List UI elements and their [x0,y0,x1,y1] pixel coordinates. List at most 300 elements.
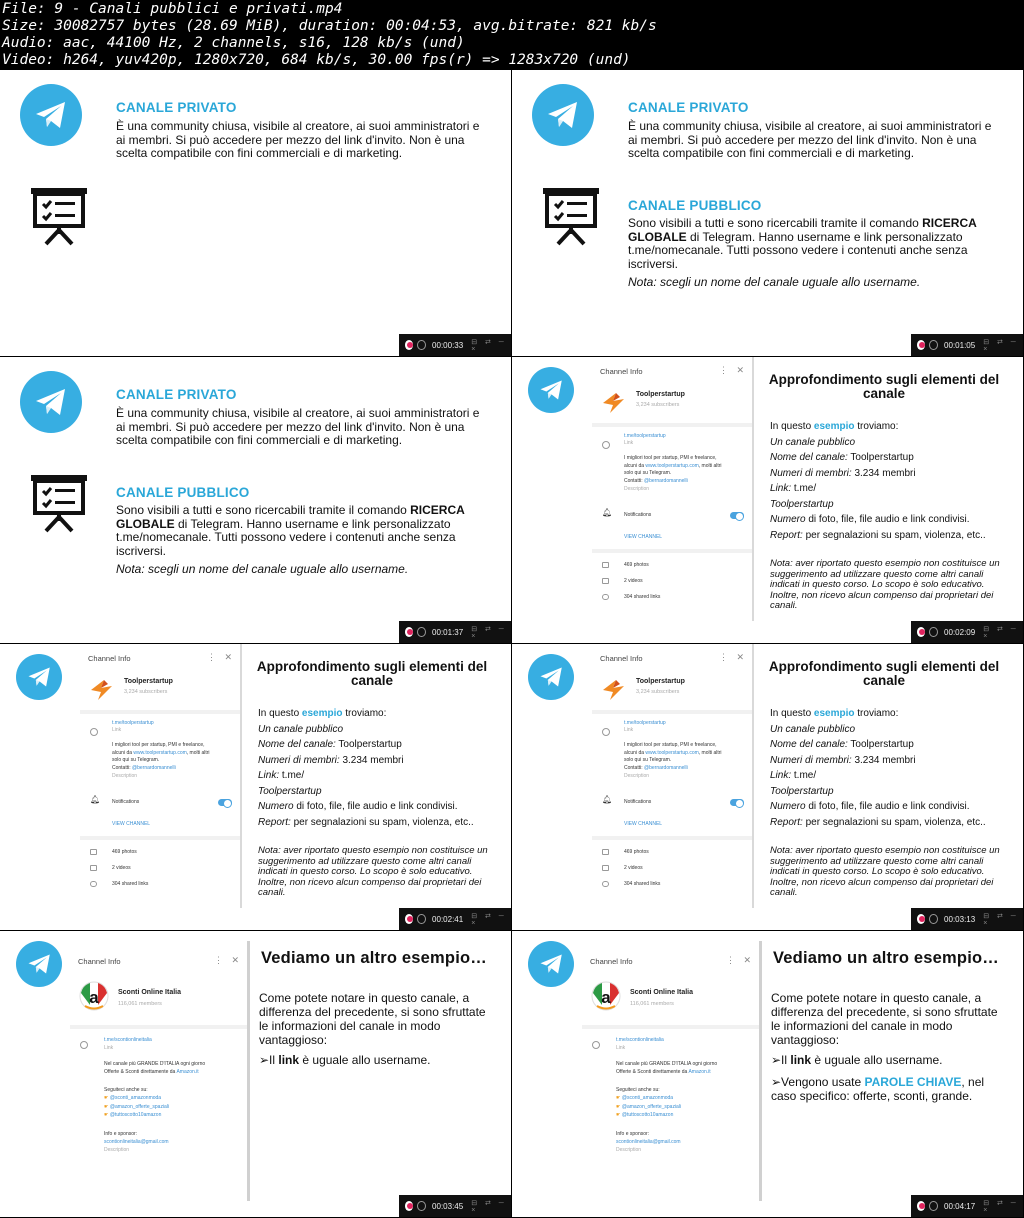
example-highlight: esempio [813,708,855,719]
pause-icon[interactable] [929,914,938,924]
related-channel-name: @tuttoscotto10amazon [621,1112,674,1118]
recorder-controls-icon[interactable]: ⊟ ⇄ ─ × [983,338,1019,353]
shared-links-count: 304 shared links [624,594,661,600]
channel-description-line [624,750,722,758]
photos-count: 469 photos [112,849,137,855]
recorder-bar[interactable] [399,334,511,356]
detail-value: di foto, file, file audio e link condivisi. [293,801,458,812]
channel-info-title: Channel Info [600,367,643,376]
detail-value: Toolperstartup [847,739,914,750]
detail-label: Numero [770,514,806,525]
more-icon[interactable]: ⋮ [719,652,728,662]
detail-label: Nome del canale: [770,452,848,463]
channel-avatar [78,981,110,1015]
divider [70,1025,247,1029]
detail-label: Numero [258,801,294,812]
video-icon [602,578,609,584]
detail-line [770,737,1008,753]
bell-icon: 🔔︎ [602,508,613,517]
text-part: In questo [770,708,814,719]
more-icon[interactable]: ⋮ [214,955,223,965]
record-icon[interactable] [917,914,925,924]
channel-description-line [624,765,688,773]
detail-line: Toolperstartup [770,785,834,797]
thumbnail-grid [0,70,1024,1218]
channel-members: 116,061 members [118,1001,162,1007]
bell-icon: 🔔︎ [90,795,101,804]
channel-description-line [616,1069,711,1077]
private-channel-text: È una community chiusa, visibile al creatore, ai suoi amministratori e ai membri. Si può accedere per mezzo del link d'invito. Non è una scelta compatibile con fini commerciali e di marketing. [628,119,992,160]
desc-amazon-link: Amazon.it [688,1069,711,1075]
notifications-toggle[interactable] [730,512,744,519]
telegram-icon [532,84,594,146]
desc-part: , molti altri [698,462,722,469]
detail-note: Nota: aver riportato questo esempio non costituisce un suggerimento ad utilizzare questo come altri canali indicati in questo corso. Lo scopo è solo educativo. Inoltre, non ricevo alcun compenso dai proprietari dei canali. [770,558,1000,611]
close-icon[interactable]: ✕ [736,652,744,662]
detail-label: Link: [770,483,792,494]
video-frame-4 [512,357,1023,643]
detail-value: di foto, file, file audio e link condivisi. [805,801,970,812]
text-part: ➢Il [771,1053,791,1067]
hand-pointing-icon: ☛ [616,1112,622,1118]
channel-link: t.me/scontionlineitalia [104,1037,152,1043]
telegram-icon [528,654,574,700]
example-text: Come potete notare in questo canale, a differenza del precedente, si sono sfruttate le informazioni del canale in modo vantaggioso: [259,991,486,1047]
channel-avatar [590,981,622,1015]
channel-description-line: Nel canale più GRANDE D'ITALIA ogni giorno [616,1061,718,1067]
view-channel-button: VIEW CHANNEL [112,821,151,827]
desc-contact-link: @bernardomannelli [644,764,688,771]
close-icon[interactable]: ✕ [224,652,232,662]
text-part: troviamo: [342,708,387,719]
photo-icon [90,849,97,855]
detail-line: Toolperstartup [258,785,322,797]
shared-links-count: 304 shared links [624,881,661,887]
info-icon [592,1041,600,1049]
detail-line [770,512,1008,528]
desc-part: alcuni da [112,749,134,756]
more-icon[interactable]: ⋮ [719,365,728,375]
recorder-bar[interactable] [911,1195,1023,1217]
video-icon [90,865,97,871]
channel-name: Toolperstartup [124,678,173,685]
more-icon[interactable]: ⋮ [726,955,735,965]
channel-name: Sconti Online Italia [118,989,182,996]
detail-value: t.me/ [279,770,305,781]
recorder-bar[interactable] [911,334,1023,356]
public-channel-note: Nota: scegli un nome del canale uguale allo username. [116,562,409,576]
detail-title: Approfondimento sugli elementi del canale [768,372,1000,401]
record-icon[interactable] [917,340,925,350]
pause-icon[interactable] [929,627,938,637]
hand-pointing-icon: ☛ [104,1112,110,1118]
detail-label: Nome del canale: [770,739,848,750]
desc-part: alcuni da [624,462,646,469]
recorder-controls-icon[interactable]: ⊟ ⇄ ─ × [983,1199,1019,1214]
channel-description-line: solo qui su Telegram. [112,757,160,763]
keywords-highlight: PAROLE CHIAVE [864,1075,962,1089]
header-line: Size: 30082757 bytes (28.69 MiB), duration: 00:04:53, avg.bitrate: 821 kb/s [2,18,657,34]
divider [592,423,752,427]
view-channel-button: VIEW CHANNEL [624,821,663,827]
example-highlight: esempio [301,708,343,719]
videos-count: 2 videos [624,578,643,584]
recorder-controls-icon[interactable]: ⊟ ⇄ ─ × [471,338,507,353]
telegram-icon [528,367,574,413]
channel-avatar [88,676,116,704]
header-line: Video: h264, yuv420p, 1280x720, 684 kb/s, 30.00 fps(r) => 1283x720 (und) [2,52,631,68]
channel-link: t.me/toolperstartup [112,720,154,726]
detail-label: Link: [258,770,280,781]
detail-line [258,753,496,769]
detail-title: Approfondimento sugli elementi del canale [256,659,488,688]
text-part: ➢Il [259,1053,279,1067]
notifications-toggle[interactable] [218,799,232,806]
channel-link-label: Link [624,440,634,446]
notifications-toggle[interactable] [730,799,744,806]
detail-value: per segnalazioni su spam, violenza, etc.. [290,816,474,828]
detail-line [770,753,1008,769]
video-frame-2 [512,70,1023,356]
related-channel-link[interactable] [104,1104,169,1112]
desc-part: Contatti: [624,764,645,771]
header-line: File: 9 - Canali pubblici e privati.mp4 [2,1,343,17]
detail-label: Numeri di membri: [770,754,852,766]
link-icon [602,881,609,887]
detail-line [770,466,1008,482]
close-icon[interactable]: ✕ [743,955,751,965]
file-info-header [0,0,1024,70]
channel-name: Toolperstartup [636,678,685,685]
hand-pointing-icon: ☛ [616,1095,622,1101]
pause-icon[interactable] [417,340,426,350]
desc-part: Offerte & Sconti direttamente da [104,1069,177,1075]
desc-part: alcuni da [624,749,646,756]
detail-list [770,706,1008,830]
detail-line: Un canale pubblico [770,436,856,448]
recorder-bar[interactable] [399,908,511,930]
record-icon[interactable] [405,340,413,350]
telegram-icon [20,371,82,433]
recorder-controls-icon[interactable]: ⊟ ⇄ ─ × [983,625,1019,640]
detail-line [770,450,1008,466]
private-channel-text: È una community chiusa, visibile al creatore, ai suoi amministratori e ai membri. Si può accedere per mezzo del link d'invito. Non è una scelta compatibile con fini commerciali e di marketing. [116,406,480,447]
notifications-label: Notifications [112,799,140,805]
detail-line: Un canale pubblico [770,723,856,735]
detail-value: di foto, file, file audio e link condivisi. [805,514,970,525]
detail-intro [770,419,1008,435]
detail-label: Link: [770,770,792,781]
pause-icon[interactable] [929,340,938,350]
record-icon[interactable] [917,1201,925,1211]
header-line: Audio: aac, 44100 Hz, 2 channels, s16, 128 kb/s (und) [2,35,465,51]
pause-icon[interactable] [929,1201,938,1211]
video-frame-6 [512,644,1023,930]
shared-links-count: 304 shared links [112,881,149,887]
info-icon [90,728,98,736]
description-label: Description [112,773,138,779]
text-part: è uguale allo username. [299,1053,431,1067]
text-part: ➢Vengono usate [771,1075,865,1089]
channel-description-line: I migliori tool per startup, PMI e freelance, [624,455,717,461]
channel-info-panel [592,644,754,908]
detail-line [258,799,496,815]
public-channel-title: CANALE PUBBLICO [116,485,250,500]
detail-value: 3.234 membri [851,754,916,766]
channel-description-line [624,478,688,486]
channel-link: t.me/toolperstartup [624,720,666,726]
channel-name: Toolperstartup [636,391,685,398]
public-channel-note: Nota: scegli un nome del canale uguale allo username. [628,275,921,289]
info-icon [602,728,610,736]
related-channel-link[interactable] [616,1095,673,1103]
channel-info-panel [80,644,242,908]
channel-link-label: Link [104,1045,114,1051]
detail-list [770,419,1008,543]
channel-subscribers: 3,234 subscribers [124,689,168,695]
detail-list [258,706,496,830]
detail-label: Report: [770,529,803,541]
detail-line [770,799,1008,815]
detail-note: Nota: aver riportato questo esempio non costituisce un suggerimento ad utilizzare questo come altri canali indicati in questo corso. Lo scopo è solo educativo. Inoltre, non ricevo alcun compenso dai proprietari dei canali. [770,845,1000,898]
desc-part: Contatti: [112,764,133,771]
record-icon[interactable] [405,627,413,637]
channel-info-panel [592,357,754,621]
detail-value: per segnalazioni su spam, violenza, etc.. [802,816,986,828]
desc-part: Contatti: [624,477,645,484]
related-channel-link[interactable] [104,1112,161,1120]
private-channel-title: CANALE PRIVATO [628,100,749,115]
recording-timestamp: 00:01:37 [432,627,464,637]
sponsor-email: scontionlineitalia@gmail.com [104,1139,169,1145]
detail-intro [258,706,496,722]
record-icon[interactable] [917,627,925,637]
desc-part: Offerte & Sconti direttamente da [616,1069,689,1075]
public-text-keyword: RICERCA GLOBALE [628,216,977,244]
close-icon[interactable]: ✕ [736,365,744,375]
detail-line [258,768,496,784]
video-frame-5 [0,644,511,930]
detail-value: per segnalazioni su spam, violenza, etc.. [802,529,986,541]
view-channel-button: VIEW CHANNEL [624,534,663,540]
private-channel-title: CANALE PRIVATO [116,387,237,402]
detail-line [258,815,496,831]
related-channel-link[interactable] [616,1104,681,1112]
presentation-easel-icon [28,471,90,537]
public-text-keyword: RICERCA GLOBALE [116,503,465,531]
detail-label: Numero [770,801,806,812]
recorder-bar[interactable] [911,908,1023,930]
recording-timestamp: 00:03:13 [944,914,976,924]
channel-description-line: solo qui su Telegram. [624,470,672,476]
desc-contact-link: @bernardomannelli [132,764,176,771]
recorder-controls-icon[interactable]: ⊟ ⇄ ─ × [471,912,507,927]
svg-text:a: a [601,988,611,1007]
recording-timestamp: 00:03:45 [432,1201,464,1211]
channel-link: t.me/scontionlineitalia [616,1037,664,1043]
bell-icon: 🔔︎ [602,795,613,804]
recorder-bar[interactable] [399,1195,511,1217]
sponsor-email: scontionlineitalia@gmail.com [616,1139,681,1145]
channel-description-line [112,750,210,758]
notifications-label: Notifications [624,512,652,518]
more-icon[interactable]: ⋮ [207,652,216,662]
public-text-part: Sono visibili a tutti e sono ricercabili tramite il comando [628,216,923,230]
text-part: troviamo: [854,708,899,719]
link-icon [90,881,97,887]
video-frame-7 [0,931,511,1217]
recorder-bar[interactable] [911,621,1023,643]
recorder-controls-icon[interactable]: ⊟ ⇄ ─ × [471,625,507,640]
video-frame-1 [0,70,511,356]
notifications-label: Notifications [624,799,652,805]
detail-value: 3.234 membri [851,467,916,479]
detail-value: Toolperstartup [847,452,914,463]
divider [582,1025,759,1029]
description-label: Description [104,1147,130,1153]
channel-description-line: Seguiteci anche su: [104,1087,148,1093]
text-part: In questo [770,421,814,432]
channel-link-label: Link [112,727,122,733]
public-text-part: Sono visibili a tutti e sono ricercabili tramite il comando [116,503,411,517]
channel-description-line: I migliori tool per startup, PMI e freelance, [112,742,205,748]
detail-line [770,481,1008,497]
channel-description-line: I migliori tool per startup, PMI e freelance, [624,742,717,748]
detail-value: Toolperstartup [335,739,402,750]
close-icon[interactable]: ✕ [231,955,239,965]
videos-count: 2 videos [624,865,643,871]
hand-pointing-icon: ☛ [616,1103,622,1110]
description-label: Description [624,773,650,779]
detail-line [770,528,1008,544]
presentation-easel-icon [540,184,602,250]
hand-pointing-icon: ☛ [104,1103,110,1110]
presentation-easel-icon [28,184,90,250]
public-text-part: di Telegram. Hanno username e link personalizzato t.me/nomecanale. Tutti possono vedere i contenuti anche senza iscriversi. [628,229,968,271]
channel-info-panel [582,941,762,1201]
text-keyword: link [278,1053,300,1067]
divider [80,710,240,714]
desc-amazon-link: Amazon.it [176,1069,199,1075]
related-channel-name: @tuttoscotto10amazon [109,1112,162,1118]
detail-intro [770,706,1008,722]
example-title: Vediamo un altro esempio… [261,949,487,967]
telegram-icon [16,941,62,987]
video-frame-8 [512,931,1023,1217]
videos-count: 2 videos [112,865,131,871]
telegram-icon [16,654,62,700]
telegram-icon [528,941,574,987]
channel-info-title: Channel Info [88,654,131,663]
channel-description-line: solo qui su Telegram. [624,757,672,763]
photos-count: 469 photos [624,562,649,568]
detail-label: Report: [770,816,803,828]
text-part: troviamo: [854,421,899,432]
channel-description-line: Info e sponsor: [616,1131,650,1137]
record-icon[interactable] [405,914,413,924]
description-label: Description [624,486,650,492]
public-text-part: di Telegram. Hanno username e link personalizzato t.me/nomecanale. Tutti possono vedere i contenuti anche senza iscriversi. [116,516,456,558]
related-channel-name: @amazon_offerte_spaziali [109,1103,170,1110]
public-channel-text [116,504,491,558]
channel-info-title: Channel Info [590,957,633,966]
related-channel-link[interactable] [616,1112,673,1120]
channel-avatar [600,389,628,417]
public-channel-title: CANALE PUBBLICO [628,198,762,213]
recorder-controls-icon[interactable]: ⊟ ⇄ ─ × [471,1199,507,1214]
recording-timestamp: 00:01:05 [944,340,976,350]
recording-timestamp: 00:02:09 [944,627,976,637]
example-bullet [771,1075,1003,1103]
photo-icon [602,849,609,855]
private-channel-title: CANALE PRIVATO [116,100,237,115]
text-keyword: link [790,1053,812,1067]
related-channel-link[interactable] [104,1095,161,1103]
desc-website-link: www.toolperstartup.com [133,749,187,756]
detail-label: Numeri di membri: [258,754,340,766]
detail-value: t.me/ [791,770,817,781]
desc-part: , molti altri [186,749,210,756]
pause-icon[interactable] [417,1201,426,1211]
detail-line: Toolperstartup [770,498,834,510]
related-channel-name: @amazon_offerte_spaziali [621,1103,682,1110]
desc-website-link: www.toolperstartup.com [645,749,699,756]
detail-note: Nota: aver riportato questo esempio non costituisce un suggerimento ad utilizzare questo come altri canali indicati in questo corso. Lo scopo è solo educativo. Inoltre, non ricevo alcun compenso dai proprietari dei canali. [258,845,488,898]
recorder-controls-icon[interactable]: ⊟ ⇄ ─ × [983,912,1019,927]
recording-timestamp: 00:02:41 [432,914,464,924]
record-icon[interactable] [405,1201,413,1211]
related-channel-name: @sconti_amazonmoda [109,1095,162,1101]
detail-line: Un canale pubblico [258,723,344,735]
desc-part: , molti altri [698,749,722,756]
channel-subscribers: 3,234 subscribers [636,689,680,695]
channel-link-label: Link [616,1045,626,1051]
channel-link-label: Link [624,727,634,733]
detail-label: Numeri di membri: [770,467,852,479]
link-icon [602,594,609,600]
desc-contact-link: @bernardomannelli [644,477,688,484]
recorder-bar[interactable] [399,621,511,643]
related-channel-name: @sconti_amazonmoda [621,1095,674,1101]
example-bullet [259,1053,491,1067]
svg-text:a: a [89,988,99,1007]
channel-info-title: Channel Info [78,957,121,966]
info-icon [80,1041,88,1049]
channel-info-panel [70,941,250,1201]
example-bullet [771,1053,1003,1067]
channel-members: 116,061 members [630,1001,674,1007]
detail-line [770,815,1008,831]
example-highlight: esempio [813,421,855,432]
example-title: Vediamo un altro esempio… [773,949,999,967]
channel-name: Sconti Online Italia [630,989,694,996]
divider [592,836,752,840]
text-part: , nel caso specifico: offerte, sconti, grande. [771,1075,985,1103]
photos-count: 469 photos [624,849,649,855]
divider [592,710,752,714]
pause-icon[interactable] [417,627,426,637]
text-part: è uguale allo username. [811,1053,943,1067]
channel-description-line: Nel canale più GRANDE D'ITALIA ogni giorno [104,1061,206,1067]
pause-icon[interactable] [417,914,426,924]
recording-timestamp: 00:04:17 [944,1201,976,1211]
divider [80,836,240,840]
recording-timestamp: 00:00:33 [432,340,464,350]
channel-info-title: Channel Info [600,654,643,663]
detail-line [770,768,1008,784]
channel-description-line [104,1069,199,1077]
channel-subscribers: 3,234 subscribers [636,402,680,408]
